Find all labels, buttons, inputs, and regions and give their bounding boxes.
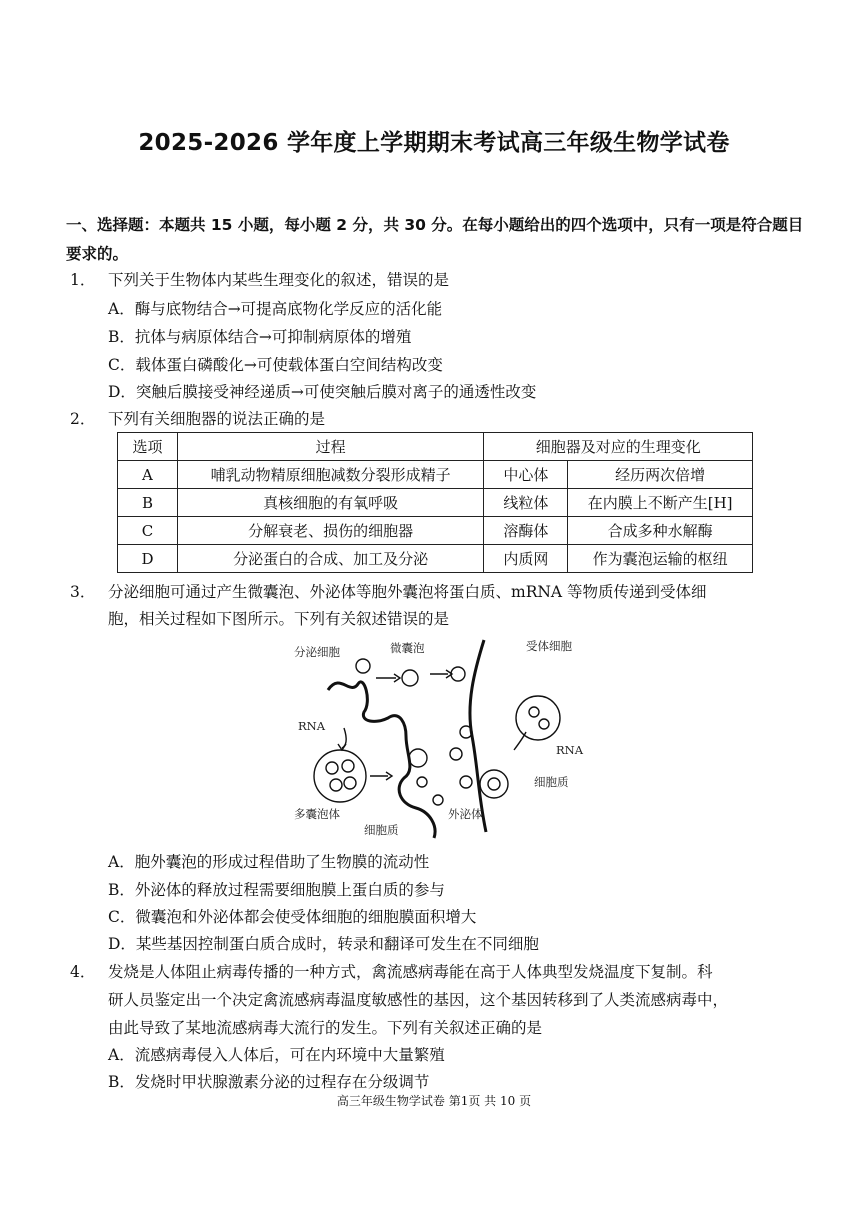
page-footer: 高三年级生物学试卷 第1页 共 10 页 xyxy=(336,1094,532,1108)
question-3-option-d: D．某些基因控制蛋白质合成时，转录和翻译可发生在不同细胞 xyxy=(108,935,539,953)
label-exosome: 外泌体 xyxy=(448,807,483,821)
table-header: 细胞器及对应的生理变化 xyxy=(484,433,753,461)
table-cell: A xyxy=(118,461,178,489)
question-1-option-b: B．抗体与病原体结合→可抑制病原体的增殖 xyxy=(108,328,412,346)
question-3-stem-line: 胞，相关过程如下图所示。下列有关叙述错误的是 xyxy=(108,610,450,628)
question-1-option-d: D．突触后膜接受神经递质→可使突触后膜对离子的通透性改变 xyxy=(108,383,537,401)
question-1-stem: 下列关于生物体内某些生理变化的叙述，错误的是 xyxy=(108,271,450,289)
question-1-number: 1． xyxy=(70,271,96,289)
organelle-table xyxy=(117,432,753,573)
table-header-row xyxy=(118,433,753,461)
label-microvesicle: 微囊泡 xyxy=(390,641,425,655)
question-2-number: 2． xyxy=(70,410,96,428)
table-cell: 线粒体 xyxy=(484,489,568,517)
question-3-stem-line: 分泌细胞可通过产生微囊泡、外泌体等胞外囊泡将蛋白质、mRNA 等物质传递到受体细 xyxy=(108,583,707,601)
question-4-stem-line: 发烧是人体阻止病毒传播的一种方式，禽流感病毒能在高于人体典型发烧温度下复制。科 xyxy=(108,963,713,981)
label-cytoplasm-left: 细胞质 xyxy=(364,823,399,837)
table-row xyxy=(118,517,753,545)
table-cell: 在内膜上不断产生[H] xyxy=(568,489,753,517)
table-cell: 作为囊泡运输的枢纽 xyxy=(568,545,753,573)
table-header: 选项 xyxy=(118,433,178,461)
vesicle-transport-diagram xyxy=(288,632,610,844)
question-3-option-b: B．外泌体的释放过程需要细胞膜上蛋白质的参与 xyxy=(108,881,445,899)
question-1-option-c: C．载体蛋白磷酸化→可使载体蛋白空间结构改变 xyxy=(108,356,443,374)
question-4-stem-line: 研人员鉴定出一个决定禽流感病毒温度敏感性的基因，这个基因转移到了人类流感病毒中， xyxy=(108,991,729,1009)
exam-title: 2025-2026 学年度上学期期末考试高三年级生物学试卷 xyxy=(138,130,730,156)
table-cell: 分解衰老、损伤的细胞器 xyxy=(177,517,483,545)
table-cell: 中心体 xyxy=(484,461,568,489)
table-cell: 溶酶体 xyxy=(484,517,568,545)
question-1-option-a: A．酶与底物结合→可提高底物化学反应的活化能 xyxy=(108,300,443,318)
question-3-option-c: C．微囊泡和外泌体都会使受体细胞的细胞膜面积增大 xyxy=(108,908,477,926)
label-receptor-cell: 受体细胞 xyxy=(526,639,572,653)
table-row xyxy=(118,545,753,573)
table-cell: 分泌蛋白的合成、加工及分泌 xyxy=(177,545,483,573)
table-cell: 真核细胞的有氧呼吸 xyxy=(177,489,483,517)
table-cell: C xyxy=(118,517,178,545)
question-3-number: 3． xyxy=(70,583,96,601)
label-cytoplasm-right: 细胞质 xyxy=(534,775,569,789)
section-heading: 一、选择题：本题共 15 小题，每小题 2 分，共 30 分。在每小题给出的四个选项中，只有一项是符合题目要求的。 xyxy=(66,216,804,263)
label-mvb: 多囊泡体 xyxy=(294,807,340,821)
table-cell: 内质网 xyxy=(484,545,568,573)
label-rna-left: RNA xyxy=(298,719,326,733)
label-secreting-cell: 分泌细胞 xyxy=(294,645,340,659)
table-cell: 合成多种水解酶 xyxy=(568,517,753,545)
question-4-number: 4． xyxy=(70,963,96,981)
table-cell: B xyxy=(118,489,178,517)
table-cell: 哺乳动物精原细胞减数分裂形成精子 xyxy=(177,461,483,489)
table-row xyxy=(118,461,753,489)
question-2-stem: 下列有关细胞器的说法正确的是 xyxy=(108,410,326,428)
table-row xyxy=(118,489,753,517)
question-3-option-a: A．胞外囊泡的形成过程借助了生物膜的流动性 xyxy=(108,853,430,871)
question-4-option-b: B．发烧时甲状腺激素分泌的过程存在分级调节 xyxy=(108,1073,430,1091)
table-cell: D xyxy=(118,545,178,573)
table-cell: 经历两次倍增 xyxy=(568,461,753,489)
question-4-stem-line: 由此导致了某地流感病毒大流行的发生。下列有关叙述正确的是 xyxy=(108,1019,543,1037)
label-rna-right: RNA xyxy=(556,743,584,757)
table-header: 过程 xyxy=(177,433,483,461)
question-4-option-a: A．流感病毒侵入人体后，可在内环境中大量繁殖 xyxy=(108,1046,445,1064)
